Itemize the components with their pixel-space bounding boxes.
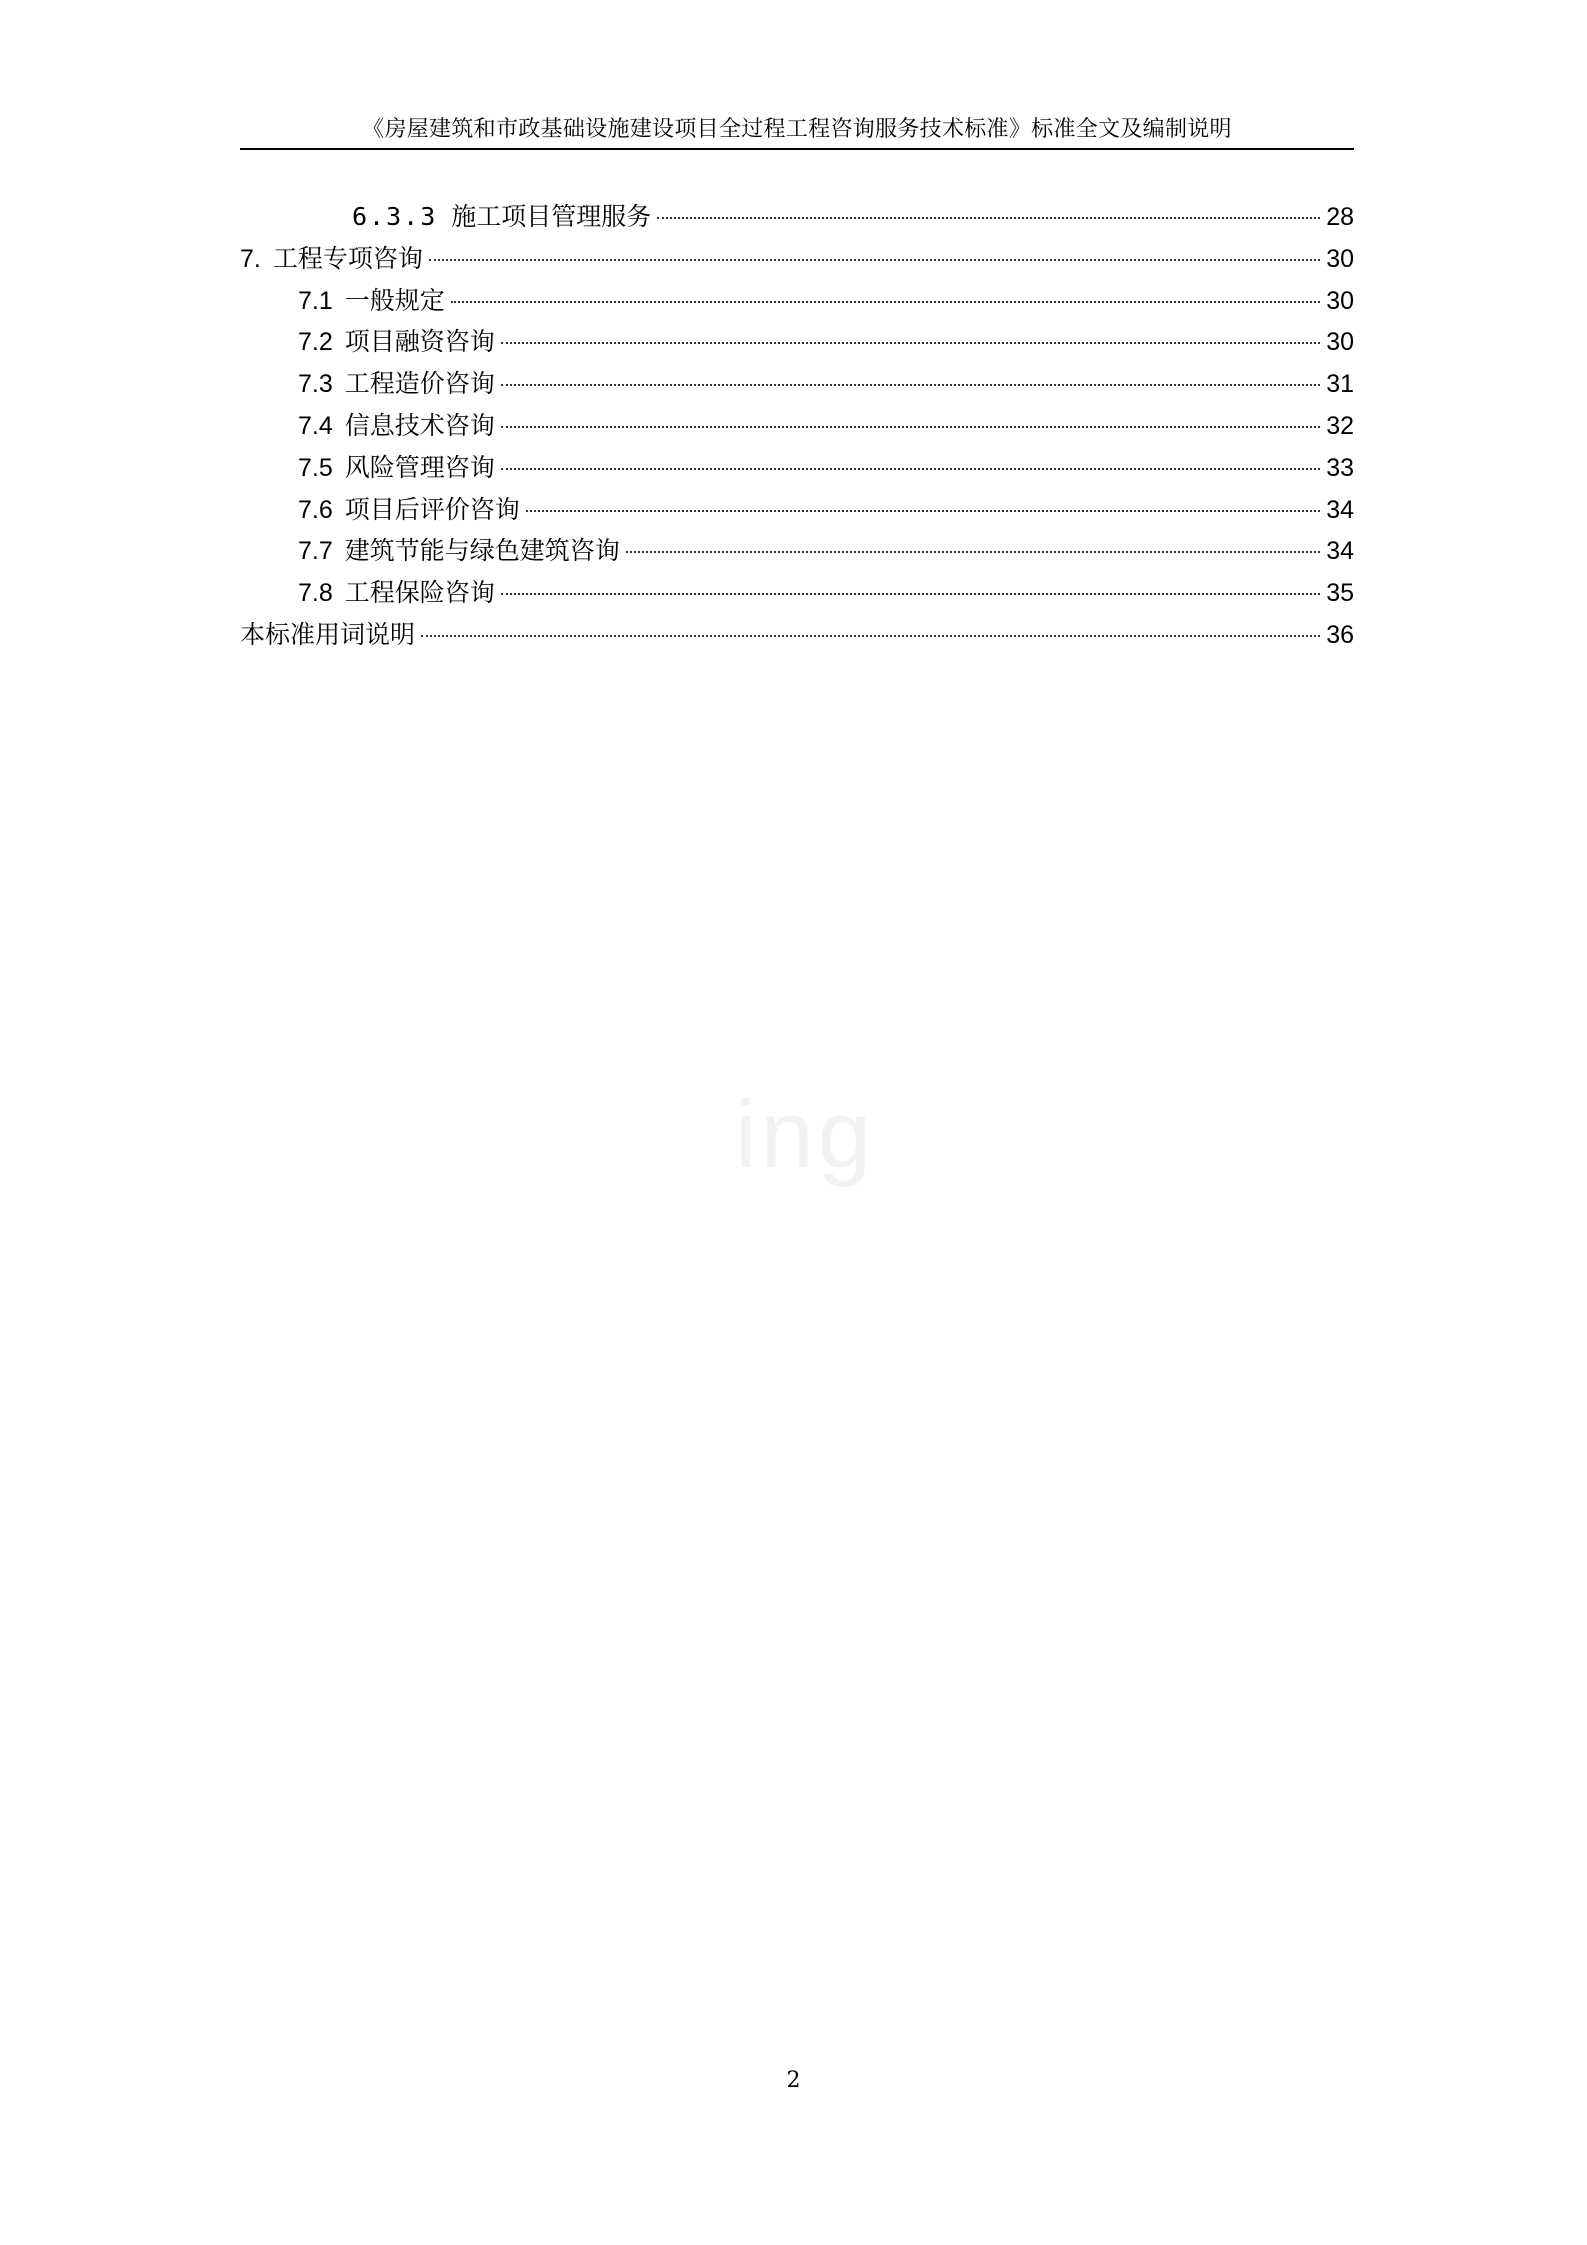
toc-entry-7[interactable] <box>240 238 1354 280</box>
toc-page-number: 34 <box>1326 537 1354 566</box>
toc-title: 施工项目管理服务 <box>451 202 652 231</box>
toc-page-number: 32 <box>1326 411 1354 440</box>
header-rule <box>240 148 1354 150</box>
watermark: ing <box>735 1081 876 1188</box>
toc-title: 建筑节能与绿色建筑咨询 <box>344 536 620 566</box>
toc-entry-7-4[interactable] <box>240 405 1354 447</box>
toc-number: 7.1 <box>298 286 333 315</box>
toc-page-number: 33 <box>1326 453 1354 482</box>
toc-page-number: 30 <box>1326 244 1354 273</box>
toc-number: 7.8 <box>298 579 333 608</box>
toc-page-number: 34 <box>1326 495 1354 524</box>
toc-entry-7-8[interactable] <box>240 572 1354 614</box>
page-number: 2 <box>786 2068 801 2093</box>
toc-title: 工程造价咨询 <box>344 369 495 399</box>
toc-title: 本标准用词说明 <box>240 619 416 649</box>
toc-entry-7-3[interactable] <box>240 363 1354 405</box>
toc-leader-dots <box>429 259 1320 261</box>
toc-title: 风险管理咨询 <box>344 452 495 482</box>
toc-number: 6.3.3 <box>352 202 438 231</box>
toc-title: 工程专项咨询 <box>272 243 423 273</box>
toc-leader-dots <box>626 551 1320 553</box>
toc-title: 一般规定 <box>344 285 445 315</box>
toc-number: 7.3 <box>298 370 333 399</box>
toc-title: 项目后评价咨询 <box>344 494 520 524</box>
toc-number: 7.7 <box>298 537 333 566</box>
toc-entry-7-2[interactable] <box>240 321 1354 363</box>
toc-leader-dots <box>657 217 1320 219</box>
toc-number: 7.2 <box>298 328 333 357</box>
toc-page-number: 28 <box>1326 203 1354 231</box>
toc-leader-dots <box>451 301 1320 303</box>
toc-entry-7-7[interactable] <box>240 530 1354 572</box>
toc-leader-dots <box>501 342 1320 344</box>
toc-title: 项目融资咨询 <box>344 327 495 357</box>
table-of-contents <box>240 196 1354 656</box>
toc-leader-dots <box>421 635 1320 637</box>
toc-page-number: 36 <box>1326 620 1354 649</box>
toc-entry-6-3-3[interactable] <box>240 196 1354 238</box>
toc-number: 7. <box>240 244 261 273</box>
toc-title: 工程保险咨询 <box>344 578 495 608</box>
toc-number: 7.6 <box>298 495 333 524</box>
toc-page-number: 31 <box>1326 370 1354 399</box>
toc-leader-dots <box>526 510 1320 512</box>
toc-leader-dots <box>501 426 1320 428</box>
toc-entry-7-5[interactable] <box>240 447 1354 489</box>
toc-leader-dots <box>501 468 1320 470</box>
toc-entry-7-6[interactable] <box>240 489 1354 531</box>
toc-title: 信息技术咨询 <box>344 410 495 440</box>
toc-number: 7.4 <box>298 411 333 440</box>
running-header: 《房屋建筑和市政基础设施建设项目全过程工程咨询服务技术标准》标准全文及编制说明 <box>362 117 1232 142</box>
toc-page-number: 30 <box>1326 286 1354 315</box>
toc-entry-7-1[interactable] <box>240 280 1354 322</box>
toc-leader-dots <box>501 593 1320 595</box>
toc-page-number: 35 <box>1326 579 1354 608</box>
toc-leader-dots <box>501 384 1320 386</box>
toc-page-number: 30 <box>1326 328 1354 357</box>
toc-number: 7.5 <box>298 453 333 482</box>
toc-entry-terms-explanation[interactable] <box>240 614 1354 656</box>
